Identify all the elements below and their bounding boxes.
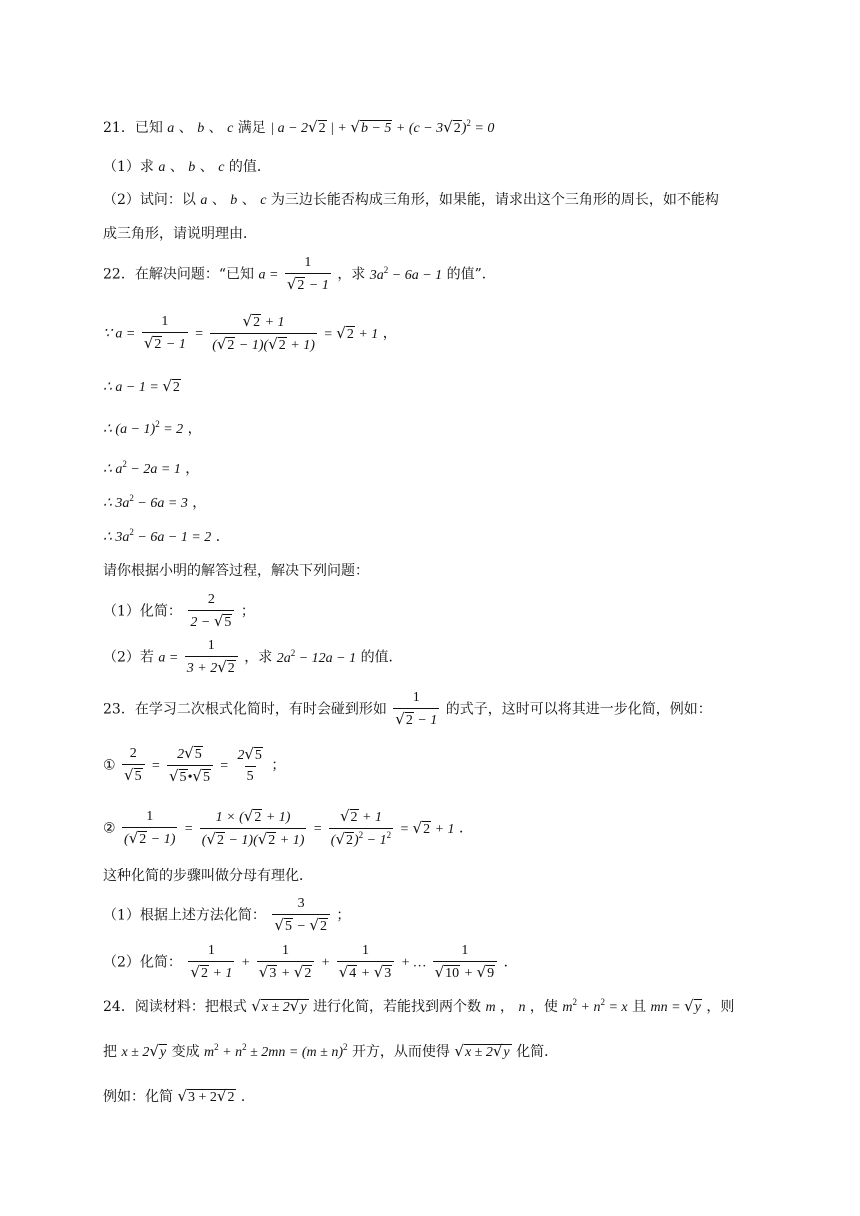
solution-step-3: ∴ $(a - 1)^2 = 2$ ， [103,419,202,437]
example-2: ② $\frac{1}{(√2 - 1)}$ = $\frac{1 \times (√2 + 1)}{(√2 - 1)(√2 + 1)}$ = $\frac{√2 + 1}{(√2)^2 - 1^2}$ = √2 + 1 ． [103,807,473,849]
problem-21-stem: 21．已知 a 、 b 、 c 满足 | a − 2√2 | + $√b - 5 + (c - 3√2)^2 = 0$ [103,118,495,136]
problem-23-q2: （2）化简： $\frac{1}{√2 + 1}$ + $\frac{1}{√3 + √2}$ + $\frac{1}{√4 + √3}$ + … $\frac{1}{√10 + √9}$ ． [103,943,518,982]
solution-step-6: ∴ $3a^2 - 6a - 1 = 2$ ． [103,527,230,545]
solution-step-5: ∴ $3a^2 - 6a = 3$ ， [103,493,207,511]
problem-24-example: 例如：化简 √3 + 2√2 ． [103,1087,255,1105]
problem-23-definition: 这种化简的步骤叫做分母有理化． [103,868,313,884]
problem-23-q1: （1）根据上述方法化简： $\frac{3}{√5 - √2}$ ； [103,896,351,935]
solution-step-2: ∴ a − 1 = √2 [103,377,180,395]
problem-22-prompt: 请你根据小明的解答过程，解决下列问题： [103,563,369,579]
problem-22-q2: （2）若 a = $\frac{1}{3 + 2√2}$ ，求 $2a^2 - 12a - 1$ 的值． [103,638,403,677]
problem-21-q2: （2）试问：以 a 、 b 、 c 为三边长能否构成三角形，如果能，请求出这个三角形的周长，如不能构 [103,192,719,208]
problem-22-stem: 22．在解决问题：“已知 a = $\frac{1}{√2 - 1}$ ，求 $3a^2 - 6a - 1$ 的值”． [103,255,496,294]
problem-21-q2-cont: 成三角形，请说明理由． [103,226,257,242]
problem-23-stem: 23．在学习二次根式化简时，有时会碰到形如 $\frac{1}{√2 - 1}$ 的式子，这时可以将其进一步化简，例如： [103,690,712,729]
problem-24-line2: 把 x ± 2√y 变成 $m^2 + n^2 \pm 2mn = (m \pm n)^2$ 开方，从而使得 √x ± 2√y 化简． [103,1042,559,1060]
example-1: ① $\frac{2}{√5}$ = $\frac{2√5}{√5•√5}$ = $\frac{2√5}{5}$ ； [103,744,286,786]
problem-22-q1: （1）化简： $\frac{2}{2 - √5}$ ； [103,592,255,631]
solution-step-1: ∵ a = $\frac{1}{√2 - 1}$ = $\frac{√2 + 1}{(√2 - 1)(√2 + 1)}$ = √2 + 1 ， [103,312,397,354]
problem-21-q1: （1）求 a 、 b 、 c 的值． [103,159,271,175]
solution-step-4: ∴ $a^2 - 2a = 1$ ， [103,459,200,477]
problem-24-stem: 24．阅读材料：把根式 √x ± 2√y 进行化简，若能找到两个数 m ， n ，使 $m^2 + n^2 = x$ 且 mn = √y ，则 [103,997,735,1015]
